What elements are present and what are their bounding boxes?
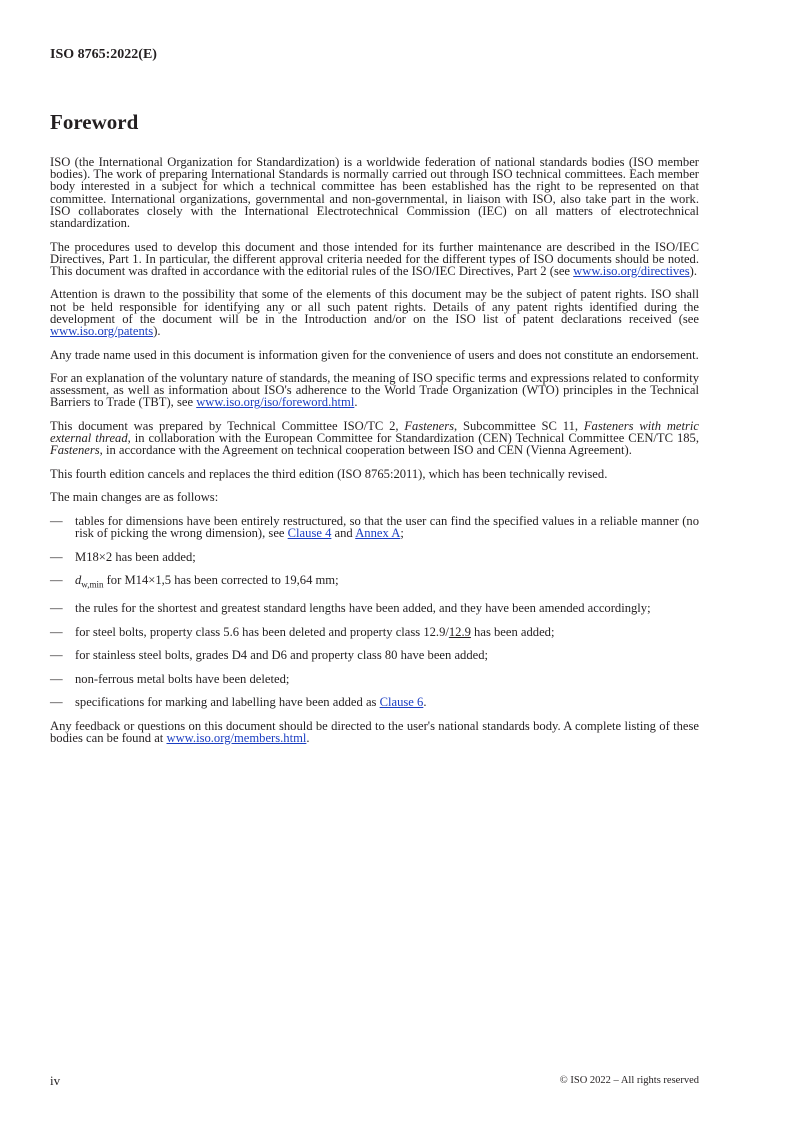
dash: — — [50, 573, 63, 588]
text: for M14×1,5 has been corrected to 19,64 mm; — [103, 573, 339, 588]
text: . — [423, 695, 427, 710]
text: for steel bolts, property class 5.6 has been deleted and property class 12.9/ — [75, 624, 449, 639]
italic-text: Fasteners — [50, 443, 100, 458]
paragraph-iso-intro: ISO (the International Organization for Standardization) is a worldwide federation of national standards bodies (ISO member bodies). The work of preparing International Standards is normally carried out through ISO technical committees. Each member body interested in a subject for which a technical committee has been established has the right to be represented on that committee. International organizations, governmental and non-governmental, in liaison with ISO, also take part in the work. ISO collaborates closely with the International Electrotechnical Commission (IEC) on all matters of electrotechnical standardization. — [50, 155, 699, 231]
text: M18×2 has been added; — [75, 549, 196, 564]
paragraph-procedures — [50, 241, 699, 278]
text: specifications for marking and labelling have been added as — [75, 695, 380, 710]
italic-text: Fasteners with metric external thread — [50, 418, 699, 446]
list-item — [50, 551, 699, 563]
document-header: ISO 8765:2022(E) — [50, 47, 157, 62]
text: For an explanation of the voluntary nature of standards, the meaning of ISO specific terms and expressions related to conformity assessment, as well as information about ISO's adherence to the World Trade Organization (WTO) principles in the Technical Barriers to Trade (TBT), see — [50, 371, 699, 410]
members-link[interactable]: www.iso.org/members.html — [166, 730, 307, 745]
clause-6-link[interactable]: Clause 6 — [379, 695, 424, 710]
text: the rules for the shortest and greatest standard lengths have been added, and they have been amended accordingly; — [75, 601, 651, 616]
paragraph-voluntary — [50, 372, 699, 409]
paragraph-feedback — [50, 720, 699, 744]
text: The procedures used to develop this document and those intended for its further maintenance are described in the ISO/IEC Directives, Part 1. In particular, the different approval criteria needed for the different types of ISO documents should be noted. This document was drafted in accordance with the editorial rules of the ISO/IEC Directives, Part 2 (see — [50, 239, 699, 278]
text: , in accordance with the Agreement on technical cooperation between ISO and CEN (Vienna Agreement). — [99, 443, 632, 458]
page-number: iv — [50, 1073, 61, 1088]
text: . — [306, 730, 310, 745]
paragraph-edition: This fourth edition cancels and replaces the third edition (ISO 8765:2011), which has been technically revised. — [50, 466, 608, 481]
copyright: © ISO 2022 – All rights reserved — [559, 1075, 699, 1086]
text: Attention is drawn to the possibility that some of the elements of this document may be the subject of patent rights. ISO shall not be held responsible for identifying any or all such patent rights. Details of any patent rights identified during the development of the document will be in the Introduction and/or on the ISO list of patent declarations received (see — [50, 287, 699, 326]
dash: — — [50, 549, 63, 564]
paragraph-committee — [50, 420, 699, 457]
subscript: w,min — [81, 579, 104, 590]
text: has been added; — [470, 624, 555, 639]
paragraph-trade-name: Any trade name used in this document is information given for the convenience of users and does not constitute an endorsement. — [50, 347, 699, 362]
list-item — [50, 574, 699, 591]
foreword-body — [50, 156, 699, 755]
dash: — — [50, 601, 63, 616]
text: for stainless steel bolts, grades D4 and D6 and property class 80 have been added; — [75, 648, 489, 663]
page-title: Foreword — [50, 110, 139, 134]
dash: — — [50, 648, 63, 663]
foreword-link[interactable]: www.iso.org/iso/foreword.html — [196, 395, 355, 410]
list-item — [50, 673, 699, 685]
patents-link[interactable]: www.iso.org/patents — [50, 324, 154, 339]
text: . — [354, 395, 358, 410]
dash: — — [50, 513, 63, 528]
list-item — [50, 626, 699, 638]
text: non-ferrous metal bolts have been deleted; — [75, 671, 290, 686]
text: ). — [689, 263, 697, 278]
text: ). — [153, 324, 161, 339]
list-item — [50, 649, 699, 661]
dash: — — [50, 695, 63, 710]
text: Any feedback or questions on this document should be directed to the user's national standards body. A complete listing of these bodies can be found at — [50, 718, 699, 745]
list-item — [50, 515, 699, 539]
dash: — — [50, 624, 63, 639]
list-item — [50, 602, 699, 614]
text: and — [331, 526, 356, 541]
text: , in collaboration with the European Committee for Standardization (CEN) Technical Committee CEN/TC 185, — [127, 431, 699, 446]
paragraph-changes-intro: The main changes are as follows: — [50, 490, 219, 505]
underlined-text: 12.9 — [448, 624, 471, 639]
symbol: d — [75, 573, 82, 588]
italic-text: Fasteners — [404, 418, 455, 433]
annex-a-link[interactable]: Annex A — [355, 526, 401, 541]
text: tables for dimensions have been entirely restructured, so that the user can find the specified values in a reliable manner (no risk of picking the wrong dimension), see — [75, 513, 699, 541]
text: , Subcommittee SC 11, — [454, 418, 584, 433]
dash: — — [50, 671, 63, 686]
text: ; — [400, 526, 404, 541]
list-item — [50, 696, 699, 708]
directives-link[interactable]: www.iso.org/directives — [573, 263, 690, 278]
paragraph-patents — [50, 288, 699, 337]
text: This document was prepared by Technical Committee ISO/TC 2, — [50, 418, 405, 433]
clause-4-link[interactable]: Clause 4 — [287, 526, 332, 541]
